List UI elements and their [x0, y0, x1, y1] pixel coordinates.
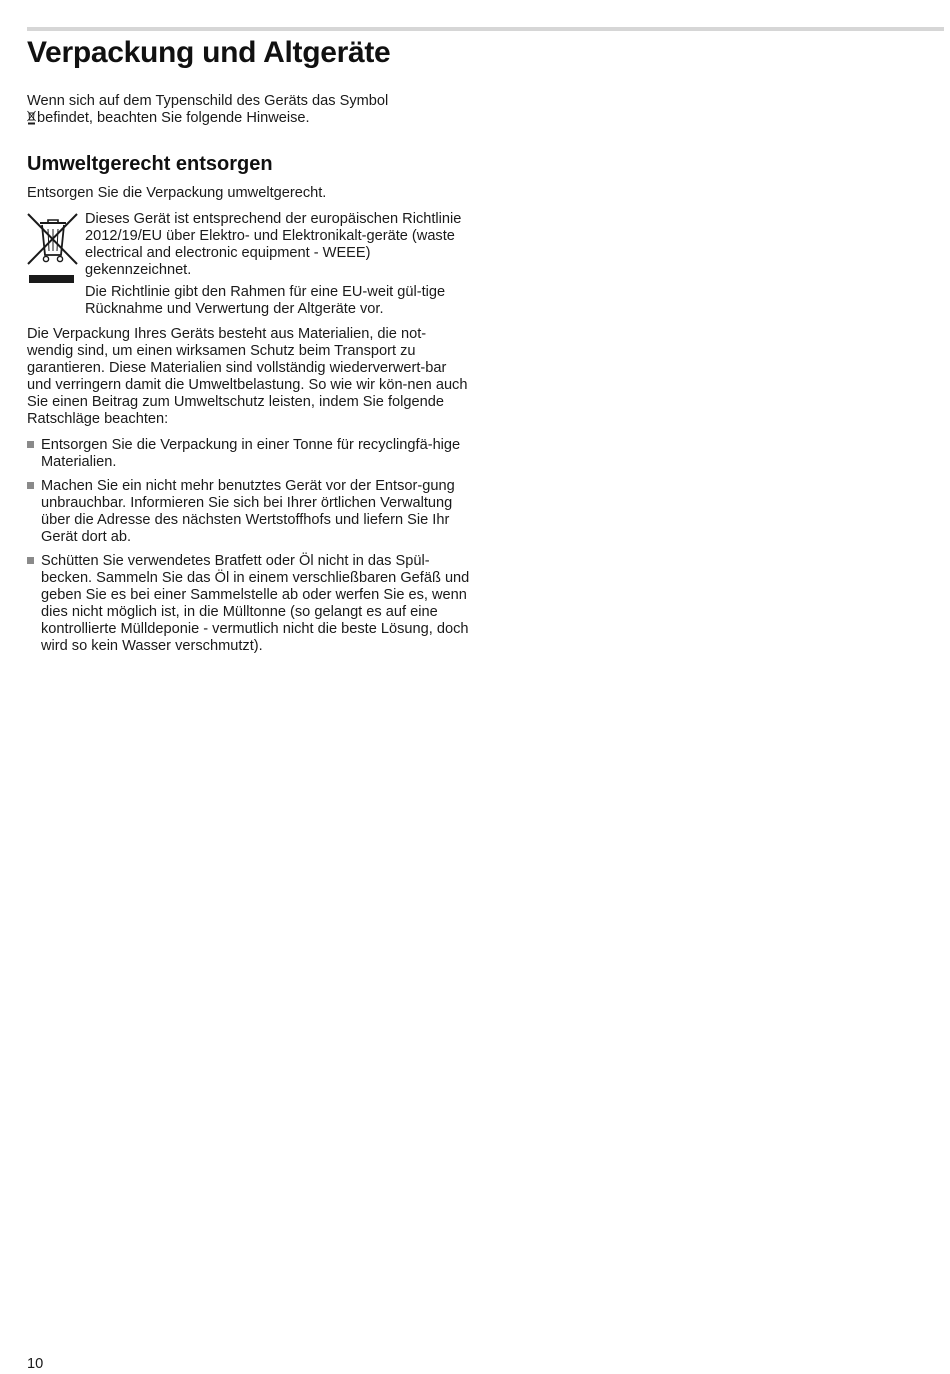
list-item-text: Schütten Sie verwendetes Bratfett oder Öl nicht in das Spül-becken. Sammeln Sie das Öl in einem verschließbaren Gefäß und geben Sie es bei einer Sammelstelle ab oder werfen Sie es, wenn dies nicht möglich ist, in die Mülltonne (so gelangt es auf eine kontrollierte Mülldeponie - vermutlich nicht die beste Lösung, doch wird so kein Wasser verschmutzt). — [41, 553, 470, 654]
top-rule — [27, 27, 944, 31]
weee-crossed-bin-icon — [27, 211, 85, 318]
tips-list — [27, 437, 472, 655]
intro-paragraph — [27, 93, 472, 127]
lead-paragraph: Entsorgen Sie die Verpackung umweltgerecht. — [27, 185, 327, 201]
list-item-text: Machen Sie ein nicht mehr benutztes Gerät vor der Entsor-gung unbrauchbar. Informieren Sie sich bei Ihrer örtlichen Verwaltung über die Adresse des nächsten Wertstoffhofs und liefern Sie Ihr Gerät dort ab. — [41, 478, 455, 545]
list-item — [27, 437, 472, 471]
section-heading: Umweltgerecht entsorgen — [27, 153, 273, 175]
weee-paragraph-2: Die Richtlinie gibt den Rahmen für eine EU-weit gül-tige Rücknahme und Verwertung der Altgeräte vor. — [85, 284, 446, 317]
list-item — [27, 478, 472, 546]
intro-text-after: befindet, beachten Sie folgende Hinweise. — [37, 110, 310, 126]
list-item-text: Entsorgen Sie die Verpackung in einer Tonne für recyclingfä-hige Materialien. — [41, 437, 461, 470]
square-bullet-icon — [27, 482, 34, 489]
square-bullet-icon — [27, 441, 34, 448]
body-paragraph: Die Verpackung Ihres Geräts besteht aus Materialien, die not-wendig sind, um einen wirksamen Schutz beim Transport zu garantieren. Diese Materialien sind vollständig wiederverwert-bar und verringern damit die Umweltbelastung. So wie wir kön-nen auch Sie einen Beitrag zum Umweltschutz leisten, indem Sie folgende Ratschläge beachten: — [27, 326, 468, 427]
square-bullet-icon — [27, 557, 34, 564]
list-item — [27, 553, 472, 655]
page-number: 10 — [27, 1356, 44, 1372]
weee-notice — [27, 211, 472, 318]
weee-paragraph-1: Dieses Gerät ist entsprechend der europäischen Richtlinie 2012/19/EU über Elektro- und Elektronikalt-geräte (waste electrical and electronic equipment - WEEE) gekennzeichnet. — [85, 211, 462, 278]
intro-text-before: Wenn sich auf dem Typenschild des Geräts das Symbol — [27, 93, 389, 109]
content-column — [27, 93, 472, 662]
weee-text — [85, 211, 472, 318]
page-title: Verpackung und Altgeräte — [27, 36, 391, 69]
weee-crossed-bin-icon — [27, 110, 36, 125]
